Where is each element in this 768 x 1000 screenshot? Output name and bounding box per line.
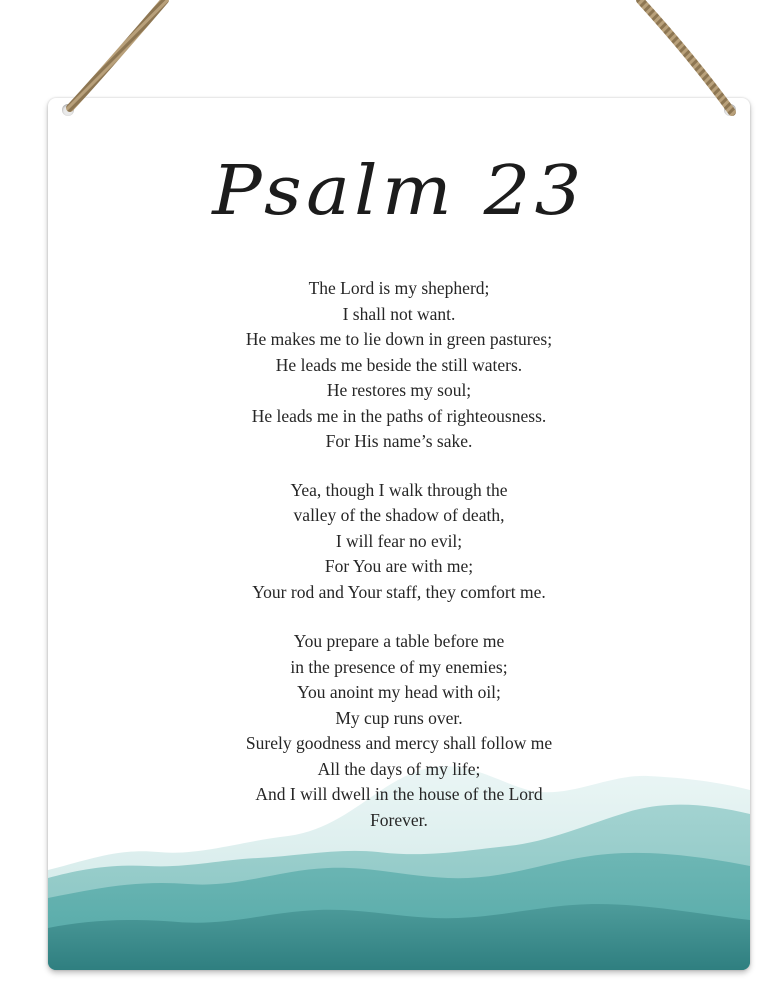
psalm-sign	[48, 98, 750, 970]
hanging-rope	[0, 0, 768, 140]
verse-line: And I will dwell in the house of the Lord	[255, 784, 543, 804]
stanza-1	[48, 276, 750, 455]
psalm-verses	[48, 276, 750, 856]
stanza-2	[48, 478, 750, 606]
verse-line: He leads me in the paths of righteousness.	[251, 405, 547, 426]
verse-line: All the days of my life;	[317, 758, 481, 779]
verse-line: You anoint my head with oil;	[297, 682, 501, 702]
verse-line: Yea, though I walk through the	[290, 479, 508, 500]
verse-line: I will fear no evil;	[335, 530, 463, 551]
verse-line: He restores my soul;	[326, 380, 472, 400]
psalm-title: Psalm 23	[212, 152, 586, 231]
verse-line: I shall not want.	[342, 303, 456, 324]
verse-line: For You are with me;	[324, 556, 474, 576]
verse-line: My cup runs over.	[335, 707, 463, 728]
stanza-3	[48, 629, 750, 833]
verse-line: valley of the shadow of death,	[293, 505, 505, 525]
verse-line: You prepare a table before me	[293, 631, 505, 651]
verse-line: Your rod and Your staff, they comfort me.	[252, 581, 546, 602]
verse-line: Surely goodness and mercy shall follow me	[245, 733, 553, 753]
verse-line: For His name’s sake.	[325, 431, 473, 451]
verse-line: Forever.	[370, 809, 428, 830]
verse-line: The Lord is my shepherd;	[308, 278, 490, 298]
verse-line: He leads me beside the still waters.	[275, 354, 523, 375]
verse-line: He makes me to lie down in green pastures;	[245, 329, 553, 349]
verse-line: in the presence of my enemies;	[290, 656, 508, 677]
